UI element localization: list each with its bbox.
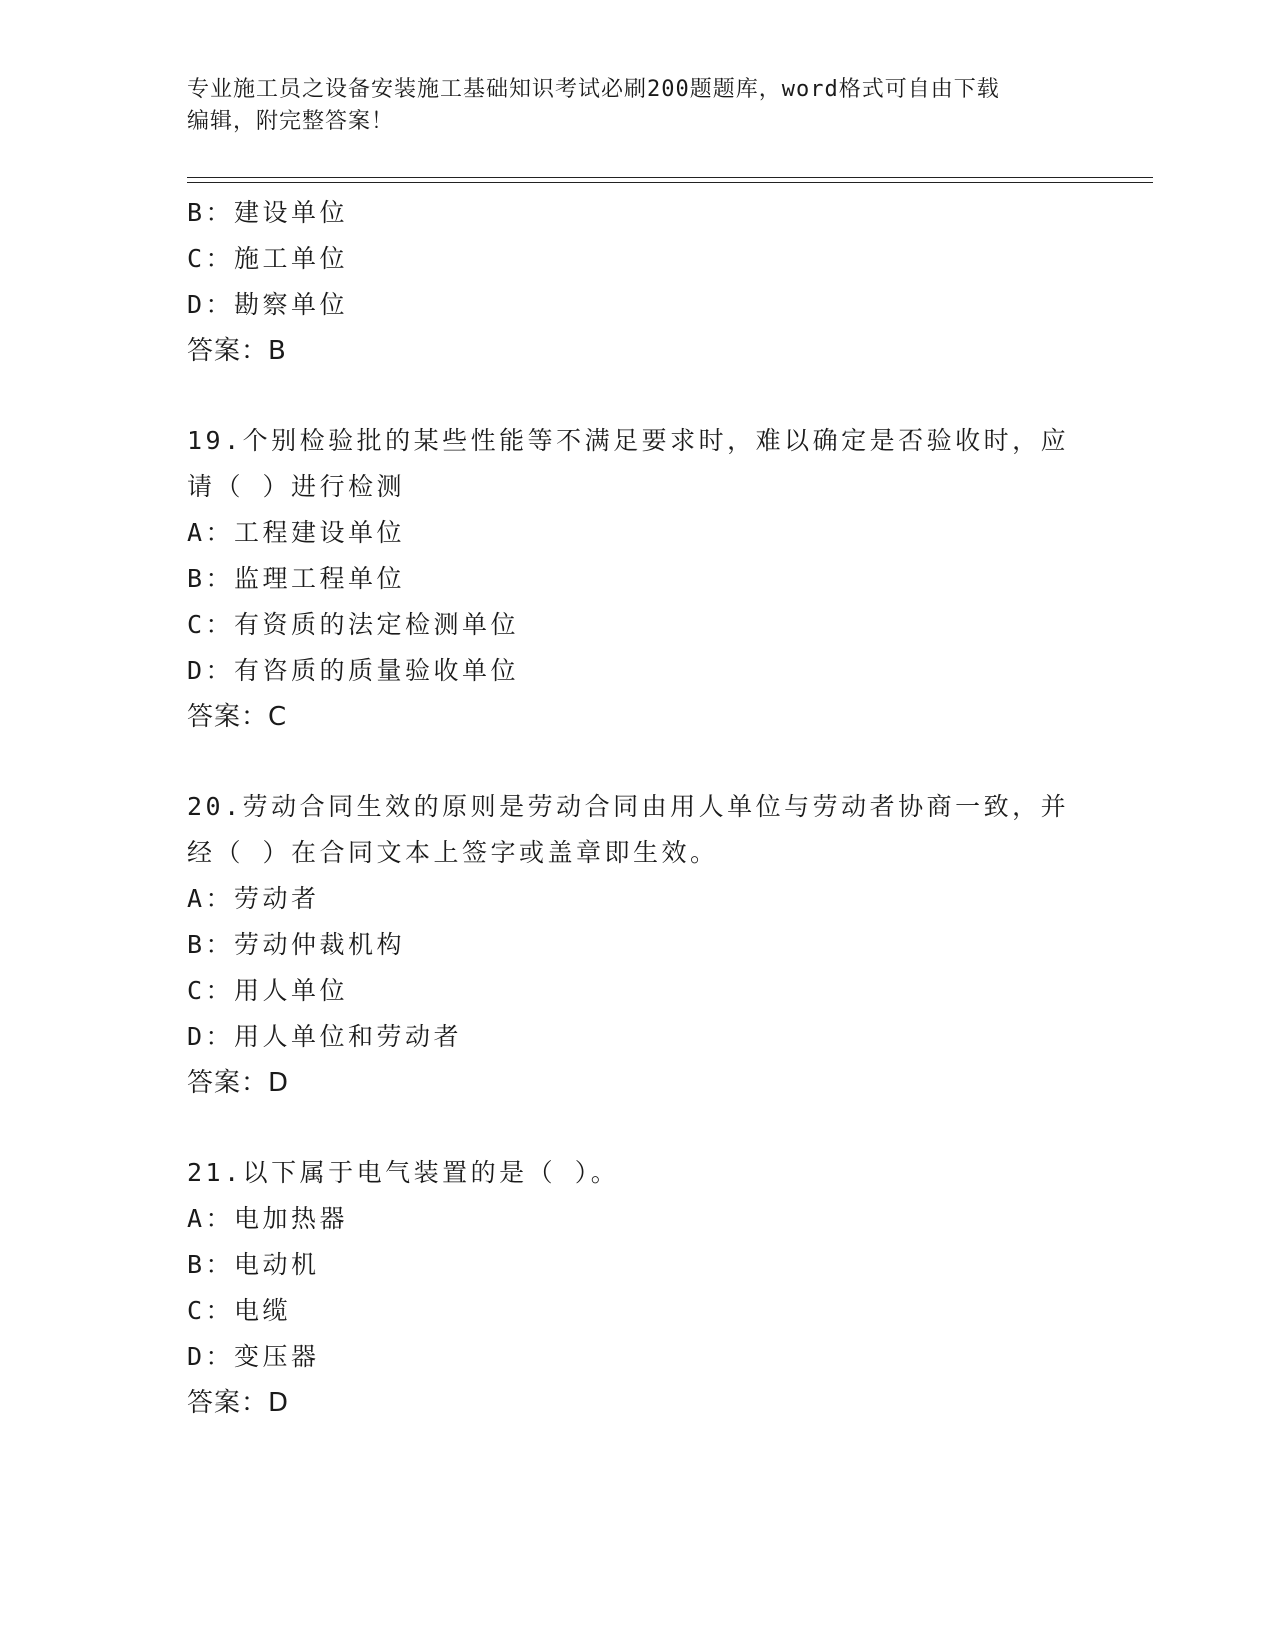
header-title-line1: 专业施工员之设备安装施工基础知识考试必刷200题题库，word格式可自由下载: [187, 77, 1000, 102]
header-title-line2: 编辑，附完整答案！: [187, 109, 395, 134]
question-stem-line2: 经（ ）在合同文本上签字或盖章即生效。: [187, 838, 719, 867]
answer-line: 答案：D: [187, 1388, 290, 1418]
option-d: D：用人单位和劳动者: [187, 1022, 463, 1051]
header-rule-top: [187, 177, 1153, 178]
spacer: [187, 740, 1087, 784]
answer-line: 答案：D: [187, 1068, 290, 1098]
spacer: [187, 374, 1087, 418]
question-stem-line1: 20.劳动合同生效的原则是劳动合同由用人单位与劳动者协商一致，并: [187, 792, 1070, 821]
answer-line: 答案：B: [187, 336, 287, 366]
document-header: [187, 74, 1087, 138]
option-b: B：电动机: [187, 1250, 320, 1279]
option-a: A：工程建设单位: [187, 518, 406, 547]
option-b: B：建设单位: [187, 198, 349, 227]
option-c: C：用人单位: [187, 976, 349, 1005]
option-d: D：有咨质的质量验收单位: [187, 656, 520, 685]
answer-line: 答案：C: [187, 702, 288, 732]
option-c: C：电缆: [187, 1296, 292, 1325]
spacer: [187, 1106, 1087, 1150]
question-21: [187, 1150, 1087, 1426]
question-19: [187, 418, 1087, 740]
option-b: B：劳动仲裁机构: [187, 930, 406, 959]
option-a: A：劳动者: [187, 884, 320, 913]
option-c: C：有资质的法定检测单位: [187, 610, 520, 639]
header-rule-bottom: [187, 182, 1153, 183]
question-list: [187, 190, 1087, 1426]
option-b: B：监理工程单位: [187, 564, 406, 593]
question-stem-line2: 请（ ）进行检测: [187, 472, 406, 501]
option-c: C：施工单位: [187, 244, 349, 273]
option-d: D：变压器: [187, 1342, 320, 1371]
question-stem-line1: 19.个别检验批的某些性能等不满足要求时，难以确定是否验收时，应: [187, 426, 1070, 455]
question-20: [187, 784, 1087, 1106]
question-18-tail: [187, 190, 1087, 374]
option-a: A：电加热器: [187, 1204, 349, 1233]
option-d: D：勘察单位: [187, 290, 349, 319]
question-stem-line1: 21.以下属于电气装置的是（ ）。: [187, 1158, 620, 1187]
